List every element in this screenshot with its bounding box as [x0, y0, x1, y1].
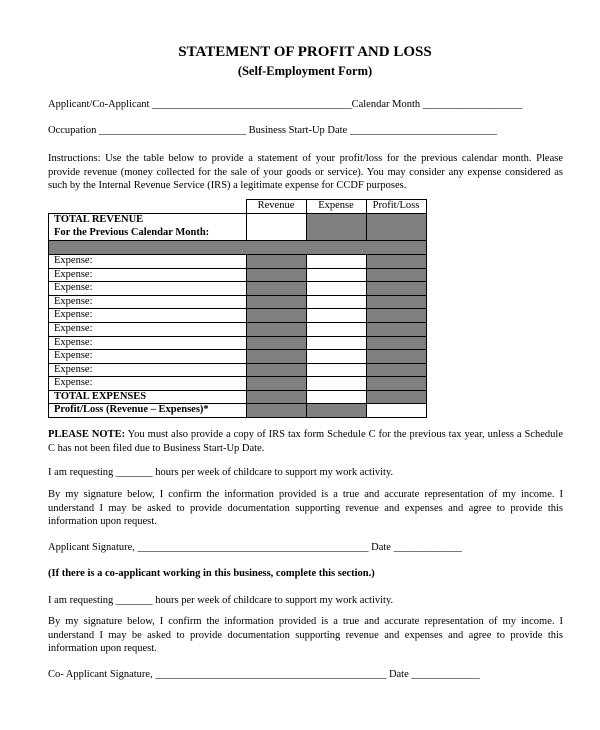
expense-revenue-cell — [246, 322, 307, 337]
total-expenses-label: TOTAL EXPENSES — [54, 391, 147, 402]
separator-row — [48, 240, 427, 255]
column-header-1: Expense — [318, 200, 354, 211]
expense-profit-cell — [366, 363, 427, 377]
expense-revenue-cell — [246, 268, 307, 282]
expense-profit-cell — [366, 376, 427, 391]
expense-label: Expense: — [54, 350, 93, 361]
profit-loss-label: Profit/Loss (Revenue – Expenses)* — [54, 404, 209, 415]
expense-value-cell[interactable] — [306, 322, 367, 337]
please-note-text: You must also provide a copy of IRS tax form Schedule C for the previous tax year, unless a Schedule C has not been filed due to Business Start-Up Date. — [48, 429, 564, 454]
profit-loss-revenue-cell — [246, 403, 307, 418]
expense-value-cell[interactable] — [306, 349, 367, 364]
expense-label: Expense: — [54, 323, 93, 334]
total-expenses-profit-cell — [366, 390, 427, 404]
profit-loss-value-cell[interactable] — [366, 403, 427, 418]
expense-profit-cell — [366, 349, 427, 364]
form-subtitle: (Self-Employment Form) — [237, 64, 373, 78]
expense-revenue-cell — [246, 336, 307, 350]
expense-value-cell[interactable] — [306, 281, 367, 296]
expense-label: Expense: — [54, 282, 93, 293]
instructions-paragraph: Instructions: Use the table below to provide a statement of your profit/loss for the previous calendar month. Please provide revenue (money collected for the sale of your goods or service). You may consider any expense considered as such by the Internal Revenue Service (IRS) a legitimate expense for CCDF purposes. — [48, 153, 563, 191]
expense-label: Expense: — [54, 364, 93, 375]
co-hours-request-line[interactable]: I am requesting _______ hours per week of childcare to support my work activity. — [48, 595, 394, 606]
expense-value-cell[interactable] — [306, 308, 367, 323]
expense-revenue-cell — [246, 281, 307, 296]
expense-profit-cell — [366, 281, 427, 296]
expense-revenue-cell — [246, 254, 307, 269]
expense-profit-cell — [366, 295, 427, 309]
expense-value-cell[interactable] — [306, 336, 367, 350]
please-note-paragraph — [48, 428, 563, 455]
expense-profit-cell — [366, 336, 427, 350]
expense-value-cell[interactable] — [306, 376, 367, 391]
column-header-0: Revenue — [257, 200, 295, 211]
total-expenses-value-cell[interactable] — [306, 390, 367, 404]
expense-revenue-cell — [246, 308, 307, 323]
expense-revenue-cell — [246, 376, 307, 391]
please-note-label: PLEASE NOTE: — [48, 429, 126, 440]
co-applicant-note: (If there is a co-applicant working in this business, complete this section.) — [48, 568, 375, 579]
expense-value-cell[interactable] — [306, 295, 367, 309]
expense-profit-cell — [366, 254, 427, 269]
expense-profit-cell — [366, 308, 427, 323]
hours-request-line[interactable]: I am requesting _______ hours per week of childcare to support my work activity. — [48, 467, 394, 478]
expense-label: Expense: — [54, 269, 93, 280]
profit-loss-expense-cell — [306, 403, 367, 418]
expense-value-cell[interactable] — [306, 363, 367, 377]
applicant-signature-line[interactable]: Applicant Signature, ____________________________________________ Date _____________ — [48, 542, 462, 553]
expense-revenue-cell — [246, 349, 307, 364]
expense-label: Expense: — [54, 255, 93, 266]
total-expenses-revenue-cell — [246, 390, 307, 404]
form-title: STATEMENT OF PROFIT AND LOSS — [178, 44, 432, 60]
co-signature-statement: By my signature below, I confirm the information provided is a true and accurate representation of my income. I understand I may be asked to provide documentation supporting revenue and expenses and agree to provide this information upon request. — [48, 616, 563, 654]
applicant-field-line[interactable]: Applicant/Co-Applicant ______________________________________Calendar Month ___________________ — [48, 99, 523, 110]
occupation-field-line[interactable]: Occupation ____________________________ Business Start-Up Date ____________________________ — [48, 125, 497, 136]
total-revenue-value-cell[interactable] — [246, 213, 307, 241]
signature-statement: By my signature below, I confirm the information provided is a true and accurate representation of my income. I understand I may be asked to provide documentation supporting revenue and expenses and agree to provide this information upon request. — [48, 489, 563, 527]
expense-label: Expense: — [54, 337, 93, 348]
expense-profit-cell — [366, 268, 427, 282]
expense-label: Expense: — [54, 296, 93, 307]
total-revenue-label: TOTAL REVENUE — [54, 214, 144, 225]
total-revenue-profit-cell — [366, 213, 427, 241]
column-header-2: Profit/Loss — [372, 200, 420, 211]
expense-value-cell[interactable] — [306, 268, 367, 282]
total-revenue-sublabel: For the Previous Calendar Month: — [54, 227, 210, 238]
expense-value-cell[interactable] — [306, 254, 367, 269]
expense-revenue-cell — [246, 295, 307, 309]
co-applicant-signature-line[interactable]: Co- Applicant Signature, ____________________________________________ Date _____________ — [48, 669, 480, 680]
expense-profit-cell — [366, 322, 427, 337]
expense-label: Expense: — [54, 377, 93, 388]
expense-revenue-cell — [246, 363, 307, 377]
total-revenue-expense-cell — [306, 213, 367, 241]
expense-label: Expense: — [54, 309, 93, 320]
